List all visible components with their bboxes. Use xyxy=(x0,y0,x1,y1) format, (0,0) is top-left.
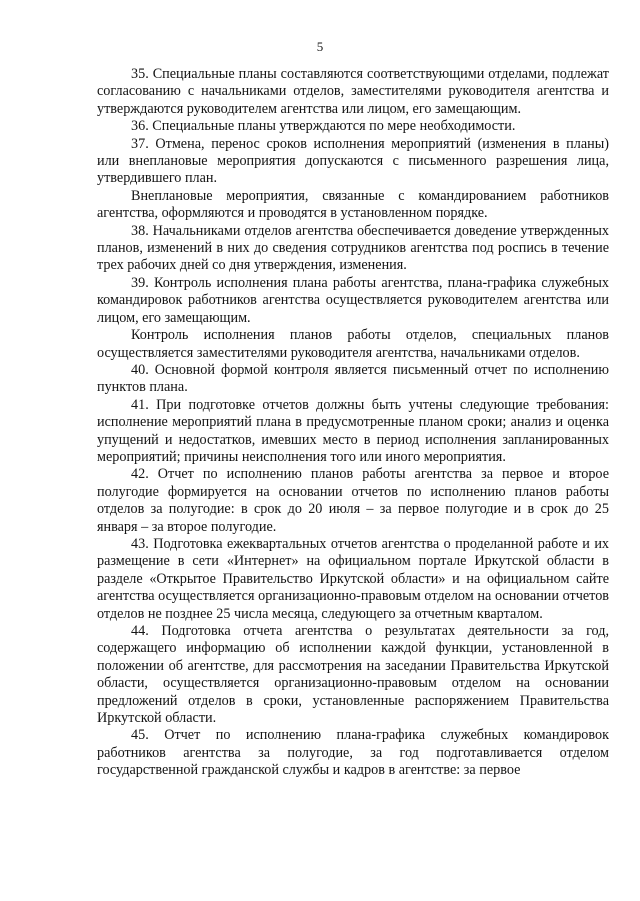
paragraph-37-continued: Внеплановые мероприятия, связанные с командированием работников агентства, оформляются и проводятся в установленном порядке. xyxy=(97,187,609,222)
paragraph-39: 39. Контроль исполнения плана работы агентства, плана-графика служебных командировок работников агентства осуществляется руководителем агентства или лицом, его замещающим. xyxy=(97,274,609,326)
paragraph-35: 35. Специальные планы составляются соответствующими отделами, подлежат согласованию с начальниками отделов, заместителями руководителя агентства и утверждаются руководителем агентства или лицом, его замещающим. xyxy=(97,66,609,117)
paragraph-36: 36. Специальные планы утверждаются по мере необходимости. xyxy=(131,118,516,135)
paragraph-38: 38. Начальниками отделов агентства обеспечивается доведение утвержденных планов, изменений в них до сведения сотрудников агентства под роспись в течение трех рабочих дней со дня утверждения, изменения. xyxy=(97,222,609,274)
paragraph-41: 41. При подготовке отчетов должны быть учтены следующие требования: исполнение мероприятий плана в предусмотренные планом сроки; анализ и оценка упущений и недостатков, имевших место в период исполнения запланированных мероприятий; причины неисполнения того или иного мероприятия. xyxy=(97,396,609,465)
paragraph-43: 43. Подготовка ежеквартальных отчетов агентства о проделанной работе и их размещение в сети «Интернет» на официальном портале Иркутской области в разделе «Открытое Правительство Иркутской области» и на официальном сайте агентства осуществляется организационно-правовым отделом на основании отчетов отделов не позднее 25 числа месяца, следующего за отчетным кварталом. xyxy=(97,535,609,622)
paragraph-40: 40. Основной формой контроля является письменный отчет по исполнению пунктов плана. xyxy=(97,361,609,396)
paragraph-45: 45. Отчет по исполнению плана-графика служебных командировок работников агентства за полугодие, за год подготавливается отделом государственной гражданской службы и кадров в агентстве: за первое xyxy=(97,727,609,779)
document-body xyxy=(97,66,609,780)
page-number: 5 xyxy=(316,39,324,54)
paragraph-39-continued: Контроль исполнения планов работы отделов, специальных планов осуществляется заместителями руководителя агентства, начальниками отделов. xyxy=(97,327,609,361)
paragraph-44: 44. Подготовка отчета агентства о результатах деятельности за год, содержащего информацию об исполнении каждой функции, установленной в положении об агентстве, для рассмотрения на заседании Правительства Иркутской области, осуществляется организационно-правовым отделом на основании предложений отделов в сроки, установленные распоряжением Правительства Иркутской области. xyxy=(97,623,609,727)
paragraph-37: 37. Отмена, перенос сроков исполнения мероприятий (изменения в планы) или внеплановые мероприятия допускаются с письменного разрешения лица, утвердившего план. xyxy=(97,135,609,187)
paragraph-42: 42. Отчет по исполнению планов работы агентства за первое и второе полугодие формируется на основании отчетов по исполнению планов работы отделов за полугодие: в срок до 20 июля – за первое полугодие и в срок до 25 января – за второе полугодие. xyxy=(97,466,609,535)
